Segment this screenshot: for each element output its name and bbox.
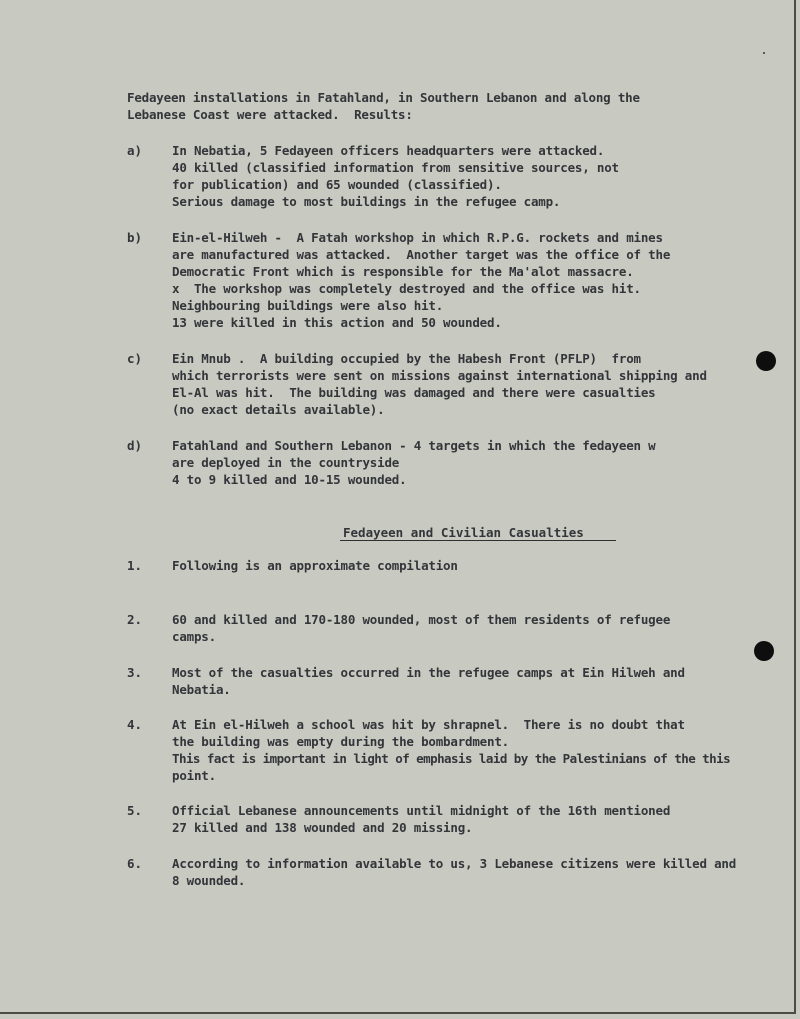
casualty-5-line: 27 killed and 138 wounded and 20 missing.: [172, 820, 473, 835]
item-a-line: In Nebatia, 5 Fedayeen officers headquarters were attacked.: [172, 143, 605, 158]
item-d-line: are deployed in the countryside: [172, 455, 400, 470]
casualty-2-line: 60 and killed and 170-180 wounded, most of them residents of refugee: [172, 612, 671, 627]
intro-line-2: Lebanese Coast were attacked. Results:: [127, 107, 413, 122]
item-marker-b: b): [127, 230, 143, 245]
item-a-line: 40 killed (classified information from sensitive sources, not: [172, 160, 619, 175]
item-c-line: which terrorists were sent on missions against international shipping and: [172, 368, 707, 383]
casualty-marker-4: 4.: [127, 717, 143, 732]
casualty-3-line: Most of the casualties occurred in the refugee camps at Ein Hilweh and: [172, 665, 685, 680]
casualty-5-line: Official Lebanese announcements until midnight of the 16th mentioned: [172, 803, 671, 818]
casualty-4-line: At Ein el-Hilweh a school was hit by shrapnel. There is no doubt that: [172, 717, 685, 732]
item-b-line: 13 were killed in this action and 50 wounded.: [172, 315, 502, 330]
item-marker-d: d): [127, 438, 143, 453]
casualty-6-line: 8 wounded.: [172, 873, 246, 888]
section-heading: Fedayeen and Civilian Casualties: [343, 525, 584, 540]
item-d-line: 4 to 9 killed and 10-15 wounded.: [172, 472, 407, 487]
item-b-line: Democratic Front which is responsible for the Ma'alot massacre.: [172, 264, 634, 279]
intro-line-1: Fedayeen installations in Fatahland, in Southern Lebanon and along the: [127, 90, 640, 105]
item-c-line: (no exact details available).: [172, 402, 385, 417]
casualty-marker-6: 6.: [127, 856, 143, 871]
item-b-line: Ein-el-Hilweh - A Fatah workshop in which R.P.G. rockets and mines: [172, 230, 663, 245]
casualty-marker-1: 1.: [127, 558, 143, 573]
casualty-4-line: the building was empty during the bombardment.: [172, 734, 509, 749]
item-marker-a: a): [127, 143, 143, 158]
casualty-4-line: This fact is important in light of emphasis laid by the Palestinians of the this: [172, 751, 731, 766]
item-b-line: are manufactured was attacked. Another target was the office of the: [172, 247, 671, 262]
item-b-line: Neighbouring buildings were also hit.: [172, 298, 444, 313]
casualty-marker-3: 3.: [127, 665, 143, 680]
item-d-line: Fatahland and Southern Lebanon - 4 targets in which the fedayeen w: [172, 438, 656, 453]
casualty-marker-5: 5.: [127, 803, 143, 818]
item-b-line: x The workshop was completely destroyed and the office was hit.: [172, 281, 641, 296]
casualty-2-line: camps.: [172, 629, 216, 644]
section-heading-underline: [340, 540, 616, 541]
item-c-line: El-Al was hit. The building was damaged and there were casualties: [172, 385, 656, 400]
casualty-6-line: According to information available to us, 3 Lebanese citizens were killed and: [172, 856, 737, 871]
casualty-1-line: Following is an approximate compilation: [172, 558, 458, 573]
casualty-3-line: Nebatia.: [172, 682, 231, 697]
paper-speck: [763, 52, 765, 54]
casualty-4-line: point.: [172, 768, 216, 783]
casualty-marker-2: 2.: [127, 612, 143, 627]
item-marker-c: c): [127, 351, 143, 366]
punch-hole-lower: [754, 641, 774, 661]
punch-hole-upper: [756, 351, 776, 371]
item-c-line: Ein Mnub . A building occupied by the Habesh Front (PFLP) from: [172, 351, 641, 366]
item-a-line: Serious damage to most buildings in the refugee camp.: [172, 194, 561, 209]
item-a-line: for publication) and 65 wounded (classified).: [172, 177, 502, 192]
